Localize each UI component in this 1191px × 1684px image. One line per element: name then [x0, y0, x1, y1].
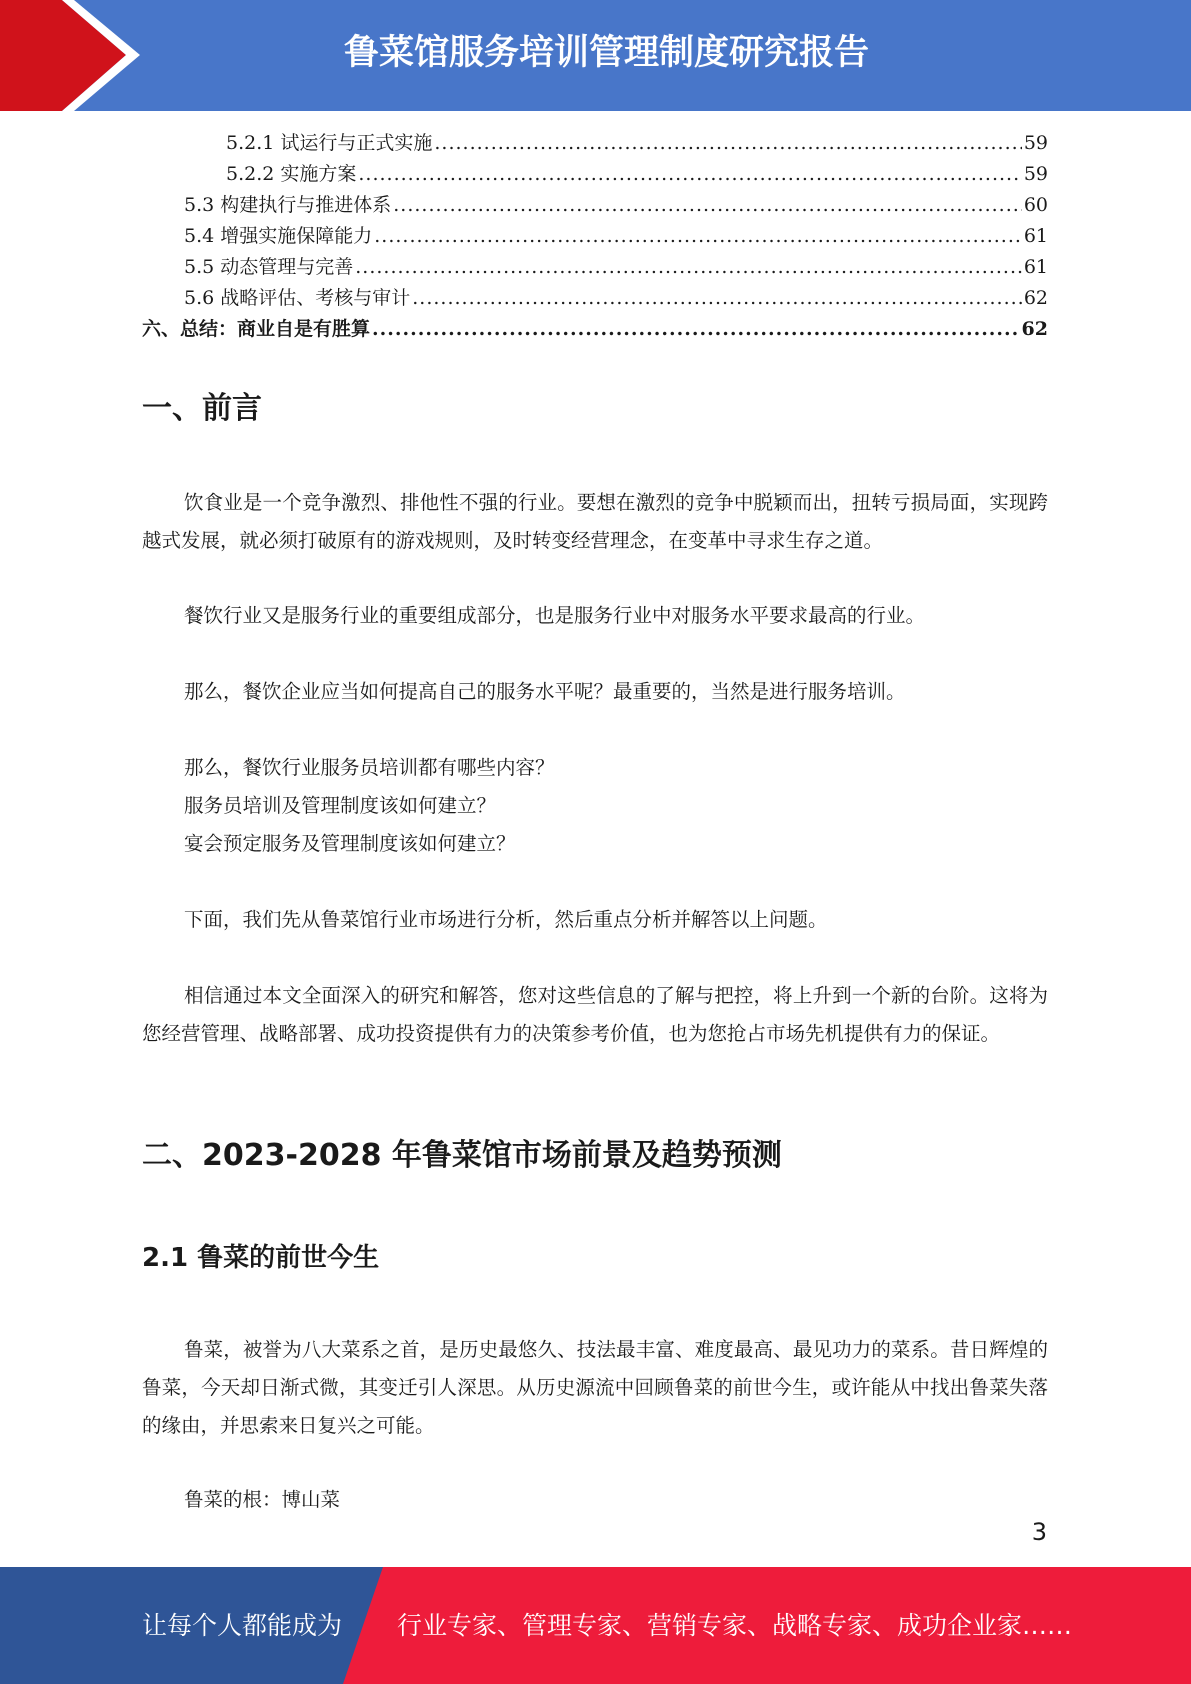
toc-entry-label: 5.3 构建执行与推进体系 — [184, 194, 392, 216]
toc-entry[interactable] — [142, 190, 1048, 221]
toc-leader-dots — [355, 252, 1022, 283]
footer-slogan-right: 行业专家、管理专家、营销专家、战略专家、成功企业家…… — [397, 1611, 1073, 1640]
question-line: 宴会预定服务及管理制度该如何建立？ — [184, 832, 516, 855]
toc-entry-label: 5.2.2 实施方案 — [226, 163, 357, 185]
question-line: 服务员培训及管理制度该如何建立？ — [184, 794, 497, 817]
toc-entry-page: 59 — [1023, 132, 1048, 154]
section-heading: 一、前言 — [142, 391, 262, 426]
toc-entry[interactable] — [142, 252, 1048, 283]
toc-leader-dots — [358, 159, 1021, 190]
paragraph: 鲁菜的根：博山菜 — [184, 1488, 341, 1511]
toc-entry-label: 5.5 动态管理与完善 — [184, 256, 354, 278]
toc-leader-dots — [372, 314, 1020, 345]
toc-leader-dots — [412, 283, 1022, 314]
toc-entry[interactable] — [142, 283, 1048, 314]
paragraph: 下面，我们先从鲁菜馆行业市场进行分析，然后重点分析并解答以上问题。 — [184, 908, 828, 931]
paragraph: 餐饮行业又是服务行业的重要组成部分，也是服务行业中对服务水平要求最高的行业。 — [184, 604, 926, 627]
paragraph: 鲁菜，被誉为八大菜系之首，是历史最悠久、技法最丰富、难度最高、最见功力的菜系。昔日辉煌的鲁菜，今天却日渐式微，其变迁引人深思。从历史源流中回顾鲁菜的前世今生，或许能从中找出鲁菜失落的缘由，并思索来日复兴之可能。 — [142, 1338, 1048, 1437]
header-title: 鲁菜馆服务培训管理制度研究报告 — [343, 33, 869, 73]
toc-entry-label: 5.2.1 试运行与正式实施 — [226, 132, 433, 154]
toc-entry[interactable] — [142, 314, 1048, 345]
toc-entry-label: 5.4 增强实施保障能力 — [184, 225, 373, 247]
toc-entry-page: 60 — [1023, 194, 1048, 216]
toc-entry-label: 六、总结：商业自是有胜算 — [142, 318, 371, 340]
page-footer — [0, 1567, 1191, 1684]
toc-entry-page: 62 — [1021, 318, 1048, 340]
table-of-contents — [142, 128, 1048, 345]
toc-entry[interactable] — [142, 159, 1048, 190]
toc-entry-page: 59 — [1023, 163, 1048, 185]
toc-entry-page: 62 — [1023, 287, 1048, 309]
paragraph: 饮食业是一个竞争激烈、排他性不强的行业。要想在激烈的竞争中脱颖而出，扭转亏损局面，实现跨越式发展，就必须打破原有的游戏规则，及时转变经营理念，在变革中寻求生存之道。 — [142, 491, 1048, 552]
toc-entry-page: 61 — [1023, 256, 1048, 278]
paragraph: 相信通过本文全面深入的研究和解答，您对这些信息的了解与把控，将上升到一个新的台阶。这将为您经营管理、战略部署、成功投资提供有力的决策参考价值，也为您抢占市场先机提供有力的保证。 — [142, 984, 1048, 1045]
page-number: 3 — [1031, 1518, 1047, 1546]
toc-entry[interactable] — [142, 221, 1048, 252]
subsection-heading: 2.1 鲁菜的前世今生 — [142, 1243, 380, 1273]
toc-leader-dots — [393, 190, 1022, 221]
toc-leader-dots — [434, 128, 1021, 159]
toc-leader-dots — [374, 221, 1022, 252]
toc-entry-page: 61 — [1023, 225, 1048, 247]
paragraph: 那么，餐饮企业应当如何提高自己的服务水平呢？最重要的，当然是进行服务培训。 — [184, 680, 906, 703]
section-heading: 二、2023-2028 年鲁菜馆市场前景及趋势预测 — [142, 1138, 782, 1173]
toc-entry-label: 5.6 战略评估、考核与审计 — [184, 287, 411, 309]
question-line: 那么，餐饮行业服务员培训都有哪些内容？ — [184, 756, 555, 779]
footer-slogan-left: 让每个人都能成为 — [142, 1611, 343, 1640]
page-header — [0, 0, 1191, 111]
toc-entry[interactable] — [142, 128, 1048, 159]
